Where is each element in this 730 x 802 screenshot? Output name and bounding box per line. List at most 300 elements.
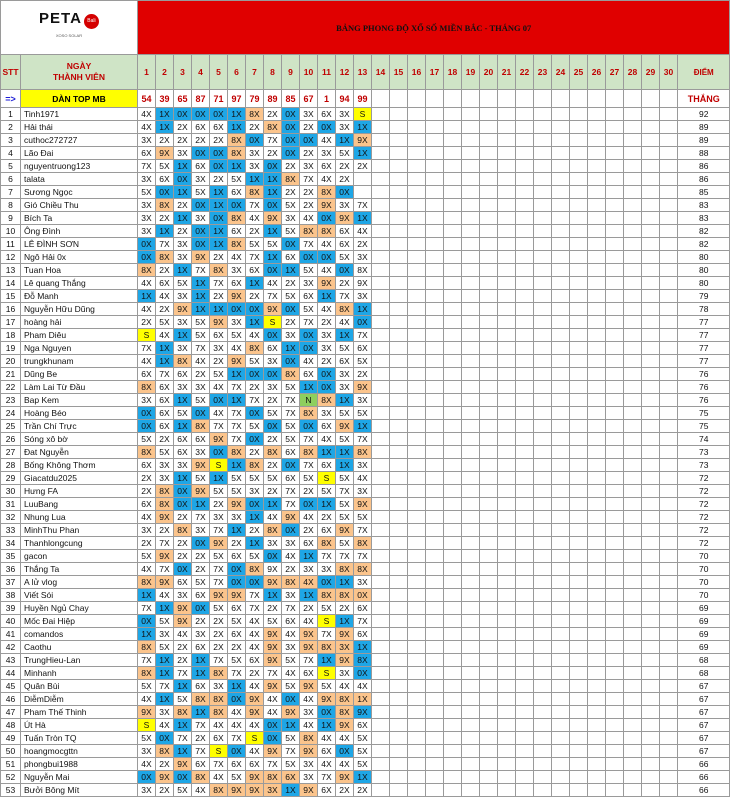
header-day-7: 7 (246, 55, 264, 90)
day-cell: 0X (228, 199, 246, 212)
day-cell (624, 212, 642, 225)
header-day-18: 18 (444, 55, 462, 90)
day-cell (570, 459, 588, 472)
day-cell: 8X (228, 212, 246, 225)
day-cell (606, 108, 624, 121)
day-cell (390, 615, 408, 628)
day-cell (570, 134, 588, 147)
day-cell (642, 706, 660, 719)
day-cell (588, 446, 606, 459)
header-day-11: 11 (318, 55, 336, 90)
day-cell (480, 784, 498, 797)
day-cell: 5X (336, 511, 354, 524)
day-cell: 8X (156, 485, 174, 498)
day-cell (462, 238, 480, 251)
day-cell (408, 719, 426, 732)
day-cell (552, 329, 570, 342)
day-cell (534, 186, 552, 199)
day-cell (534, 472, 552, 485)
day-cell (426, 524, 444, 537)
member-score: 67 (678, 706, 730, 719)
day-cell (480, 758, 498, 771)
day-cell (660, 368, 678, 381)
day-cell (480, 316, 498, 329)
day-cell: 1X (192, 667, 210, 680)
top-number-day-7: 79 (246, 90, 264, 108)
day-cell: 9X (246, 784, 264, 797)
day-cell: 2X (174, 121, 192, 134)
day-cell: 7X (210, 277, 228, 290)
day-cell (624, 264, 642, 277)
day-cell: 4X (138, 108, 156, 121)
day-cell (498, 732, 516, 745)
day-cell: 3X (354, 459, 372, 472)
day-cell (570, 316, 588, 329)
day-cell (642, 277, 660, 290)
member-score: 77 (678, 316, 730, 329)
day-cell (462, 342, 480, 355)
day-cell: 1X (156, 355, 174, 368)
day-cell: 0X (264, 719, 282, 732)
day-cell (606, 615, 624, 628)
member-name: Ngô Hải 0x (21, 251, 138, 264)
day-cell: 9X (210, 537, 228, 550)
day-cell: 2X (282, 160, 300, 173)
day-cell: 3X (228, 316, 246, 329)
day-cell (426, 641, 444, 654)
day-cell: 6X (174, 433, 192, 446)
member-name: Tuấn Tròn TQ (21, 732, 138, 745)
day-cell: 9X (264, 641, 282, 654)
day-cell (372, 485, 390, 498)
day-cell: 7X (192, 264, 210, 277)
top-number-day-2: 39 (156, 90, 174, 108)
top-number-day-19 (462, 90, 480, 108)
day-cell: 4X (246, 745, 264, 758)
day-cell: 3X (174, 290, 192, 303)
day-cell (498, 342, 516, 355)
day-cell (372, 407, 390, 420)
day-cell: 6X (228, 277, 246, 290)
day-cell (498, 628, 516, 641)
day-cell (480, 472, 498, 485)
day-cell: 6X (318, 420, 336, 433)
member-row (1, 329, 730, 342)
day-cell (516, 706, 534, 719)
day-cell (516, 303, 534, 316)
day-cell: 5X (354, 745, 372, 758)
day-cell: 1X (228, 459, 246, 472)
day-cell: 1X (210, 472, 228, 485)
day-cell: 1X (264, 589, 282, 602)
day-cell (516, 433, 534, 446)
day-cell: 8X (210, 264, 228, 277)
header-day-21: 21 (498, 55, 516, 90)
day-cell (588, 498, 606, 511)
day-cell: 7X (318, 771, 336, 784)
day-cell (606, 472, 624, 485)
day-cell: 0X (282, 524, 300, 537)
day-cell (624, 433, 642, 446)
day-cell (534, 498, 552, 511)
member-row (1, 654, 730, 667)
day-cell (408, 771, 426, 784)
day-cell (426, 563, 444, 576)
day-cell (372, 238, 390, 251)
day-cell: 7X (264, 758, 282, 771)
member-score: 66 (678, 784, 730, 797)
day-cell (588, 667, 606, 680)
day-cell (534, 680, 552, 693)
day-cell: 0X (354, 589, 372, 602)
header-day-10: 10 (300, 55, 318, 90)
member-score: 70 (678, 576, 730, 589)
day-cell (372, 186, 390, 199)
day-cell (570, 303, 588, 316)
day-cell (462, 225, 480, 238)
day-cell (588, 303, 606, 316)
day-cell (588, 576, 606, 589)
day-cell (480, 134, 498, 147)
day-cell (462, 212, 480, 225)
day-cell (606, 199, 624, 212)
day-cell: 6X (300, 667, 318, 680)
member-score: 92 (678, 108, 730, 121)
day-cell: 4X (282, 628, 300, 641)
top-number-day-9: 85 (282, 90, 300, 108)
member-row (1, 719, 730, 732)
top-numbers-label: DÀN TOP MB (21, 90, 138, 108)
day-cell: 4X (318, 173, 336, 186)
top-number-day-27 (606, 90, 624, 108)
day-cell: N (300, 394, 318, 407)
arrow-marker: => (1, 90, 21, 108)
day-cell (552, 667, 570, 680)
member-row (1, 628, 730, 641)
day-cell (480, 732, 498, 745)
day-cell (480, 186, 498, 199)
day-cell: 3X (282, 641, 300, 654)
header-day-2: 2 (156, 55, 174, 90)
day-cell (462, 420, 480, 433)
day-cell: 0X (192, 147, 210, 160)
member-name: Tuan Hoa (21, 264, 138, 277)
day-cell: 3X (138, 745, 156, 758)
day-cell (552, 251, 570, 264)
member-row (1, 225, 730, 238)
member-score: 69 (678, 615, 730, 628)
day-cell (426, 771, 444, 784)
day-cell: 9X (156, 147, 174, 160)
day-cell: 7X (156, 368, 174, 381)
day-cell: 6X (156, 277, 174, 290)
row-number: 41 (1, 628, 21, 641)
day-cell: 1X (174, 212, 192, 225)
day-cell: 1X (246, 511, 264, 524)
day-cell (660, 628, 678, 641)
day-cell (642, 719, 660, 732)
day-cell: 1X (174, 394, 192, 407)
day-cell: 2X (192, 563, 210, 576)
day-cell (444, 771, 462, 784)
header-day-1: 1 (138, 55, 156, 90)
day-cell (606, 719, 624, 732)
day-cell: 4X (246, 719, 264, 732)
day-cell: 2X (138, 485, 156, 498)
member-name: Pham Diêu (21, 329, 138, 342)
day-cell: 1X (354, 303, 372, 316)
day-cell: 2X (300, 485, 318, 498)
day-cell (390, 199, 408, 212)
day-cell (624, 771, 642, 784)
day-cell (444, 550, 462, 563)
row-number: 48 (1, 719, 21, 732)
day-cell (498, 576, 516, 589)
day-cell: 3X (282, 212, 300, 225)
day-cell (390, 745, 408, 758)
day-cell: 6X (156, 173, 174, 186)
day-cell (552, 706, 570, 719)
day-cell: 9X (300, 680, 318, 693)
day-cell (480, 641, 498, 654)
day-cell (660, 758, 678, 771)
member-row (1, 134, 730, 147)
day-cell: 2X (210, 173, 228, 186)
day-cell: 3X (264, 355, 282, 368)
day-cell (444, 394, 462, 407)
day-cell (516, 186, 534, 199)
day-cell (570, 485, 588, 498)
day-cell: 5X (354, 407, 372, 420)
day-cell: 0X (138, 420, 156, 433)
day-cell (480, 485, 498, 498)
member-name: Nguyễn Hữu Dũng (21, 303, 138, 316)
day-cell: 2X (174, 225, 192, 238)
day-cell (372, 628, 390, 641)
day-cell: 1X (210, 303, 228, 316)
header-day-23: 23 (534, 55, 552, 90)
day-cell (354, 173, 372, 186)
day-cell (624, 186, 642, 199)
day-cell: 7X (300, 459, 318, 472)
day-cell: 7X (192, 719, 210, 732)
day-cell: 0X (264, 420, 282, 433)
member-name: Hưng FA (21, 485, 138, 498)
day-cell (570, 498, 588, 511)
day-cell: 7X (282, 602, 300, 615)
day-cell (534, 719, 552, 732)
day-cell: 0X (192, 108, 210, 121)
day-cell (408, 758, 426, 771)
day-cell (588, 732, 606, 745)
day-cell (462, 693, 480, 706)
member-row (1, 238, 730, 251)
day-cell: 5X (336, 433, 354, 446)
day-cell: 8X (138, 264, 156, 277)
top-number-day-17 (426, 90, 444, 108)
day-cell (390, 173, 408, 186)
day-cell: 2X (210, 615, 228, 628)
header-day-16: 16 (408, 55, 426, 90)
day-cell: 1X (228, 121, 246, 134)
day-cell: 6X (138, 459, 156, 472)
day-cell (570, 212, 588, 225)
day-cell: 6X (210, 329, 228, 342)
day-cell (372, 303, 390, 316)
day-cell (498, 472, 516, 485)
day-cell (552, 628, 570, 641)
day-cell (624, 459, 642, 472)
day-cell (534, 264, 552, 277)
member-score: 68 (678, 654, 730, 667)
day-cell: 0X (228, 563, 246, 576)
day-cell: 2X (354, 160, 372, 173)
day-cell: 7X (210, 524, 228, 537)
day-cell (660, 784, 678, 797)
day-cell: 0X (210, 446, 228, 459)
day-cell: 3X (300, 758, 318, 771)
day-cell (372, 641, 390, 654)
day-cell: 2X (138, 316, 156, 329)
day-cell (408, 641, 426, 654)
row-number: 6 (1, 173, 21, 186)
day-cell: 0X (210, 160, 228, 173)
day-cell (552, 576, 570, 589)
day-cell (588, 225, 606, 238)
day-cell (498, 394, 516, 407)
header-day-8: 8 (264, 55, 282, 90)
day-cell (444, 758, 462, 771)
day-cell: 1X (174, 745, 192, 758)
header-day-13: 13 (354, 55, 372, 90)
member-row (1, 303, 730, 316)
day-cell (390, 771, 408, 784)
day-cell (534, 758, 552, 771)
day-cell (570, 225, 588, 238)
day-cell: 3X (336, 368, 354, 381)
day-cell (552, 264, 570, 277)
day-cell: 0X (336, 186, 354, 199)
day-cell (534, 290, 552, 303)
day-cell (642, 498, 660, 511)
day-cell: 9X (192, 459, 210, 472)
day-cell: 9X (192, 251, 210, 264)
day-cell: 0X (264, 264, 282, 277)
day-cell: S (264, 316, 282, 329)
day-cell: 5X (192, 576, 210, 589)
member-score: 67 (678, 719, 730, 732)
day-cell (516, 784, 534, 797)
day-cell: 5X (174, 407, 192, 420)
day-cell (390, 264, 408, 277)
day-cell: 2X (192, 368, 210, 381)
day-cell (588, 511, 606, 524)
day-cell: 3X (210, 511, 228, 524)
day-cell: 2X (228, 537, 246, 550)
day-cell (444, 680, 462, 693)
day-cell (624, 693, 642, 706)
day-cell: 0X (282, 303, 300, 316)
day-cell: 1X (318, 290, 336, 303)
day-cell (480, 277, 498, 290)
day-cell (480, 264, 498, 277)
top-number-day-8: 89 (264, 90, 282, 108)
day-cell: 2X (156, 212, 174, 225)
day-cell: 4X (138, 758, 156, 771)
day-cell (408, 199, 426, 212)
day-cell: 4X (246, 212, 264, 225)
day-cell (372, 667, 390, 680)
row-number: 31 (1, 498, 21, 511)
day-cell (426, 719, 444, 732)
day-cell: 3X (300, 771, 318, 784)
day-cell (462, 199, 480, 212)
day-cell (390, 121, 408, 134)
member-name: Thắng Ta (21, 563, 138, 576)
day-cell (606, 134, 624, 147)
day-cell: 2X (264, 602, 282, 615)
day-cell: 8X (300, 446, 318, 459)
day-cell: 6X (282, 472, 300, 485)
day-cell (624, 472, 642, 485)
day-cell (372, 537, 390, 550)
day-cell (480, 225, 498, 238)
day-cell (498, 745, 516, 758)
day-cell: 9X (264, 563, 282, 576)
day-cell (642, 732, 660, 745)
day-cell (606, 381, 624, 394)
day-cell (462, 732, 480, 745)
day-cell (444, 524, 462, 537)
day-cell (444, 511, 462, 524)
day-cell (516, 108, 534, 121)
row-number: 35 (1, 550, 21, 563)
day-cell (624, 407, 642, 420)
day-cell (534, 537, 552, 550)
day-cell (372, 706, 390, 719)
day-cell: 3X (138, 199, 156, 212)
day-cell (444, 290, 462, 303)
day-cell (570, 745, 588, 758)
header-day-5: 5 (210, 55, 228, 90)
member-name: hoangmocgttn (21, 745, 138, 758)
day-cell (408, 134, 426, 147)
day-cell: 4X (138, 693, 156, 706)
day-cell (552, 654, 570, 667)
day-cell (390, 576, 408, 589)
day-cell: 9X (246, 771, 264, 784)
day-cell: 5X (282, 732, 300, 745)
day-cell (426, 485, 444, 498)
member-score: 76 (678, 394, 730, 407)
day-cell (570, 680, 588, 693)
day-cell (480, 680, 498, 693)
day-cell: 3X (336, 641, 354, 654)
day-cell: 4X (210, 719, 228, 732)
day-cell (534, 693, 552, 706)
day-cell (462, 550, 480, 563)
member-row (1, 732, 730, 745)
member-score: 77 (678, 329, 730, 342)
day-cell (444, 706, 462, 719)
header-day-29: 29 (642, 55, 660, 90)
day-cell (462, 316, 480, 329)
member-name: Viết Sói (21, 589, 138, 602)
day-cell: 7X (300, 433, 318, 446)
top-number-day-5: 71 (210, 90, 228, 108)
day-cell (372, 121, 390, 134)
day-cell (552, 186, 570, 199)
